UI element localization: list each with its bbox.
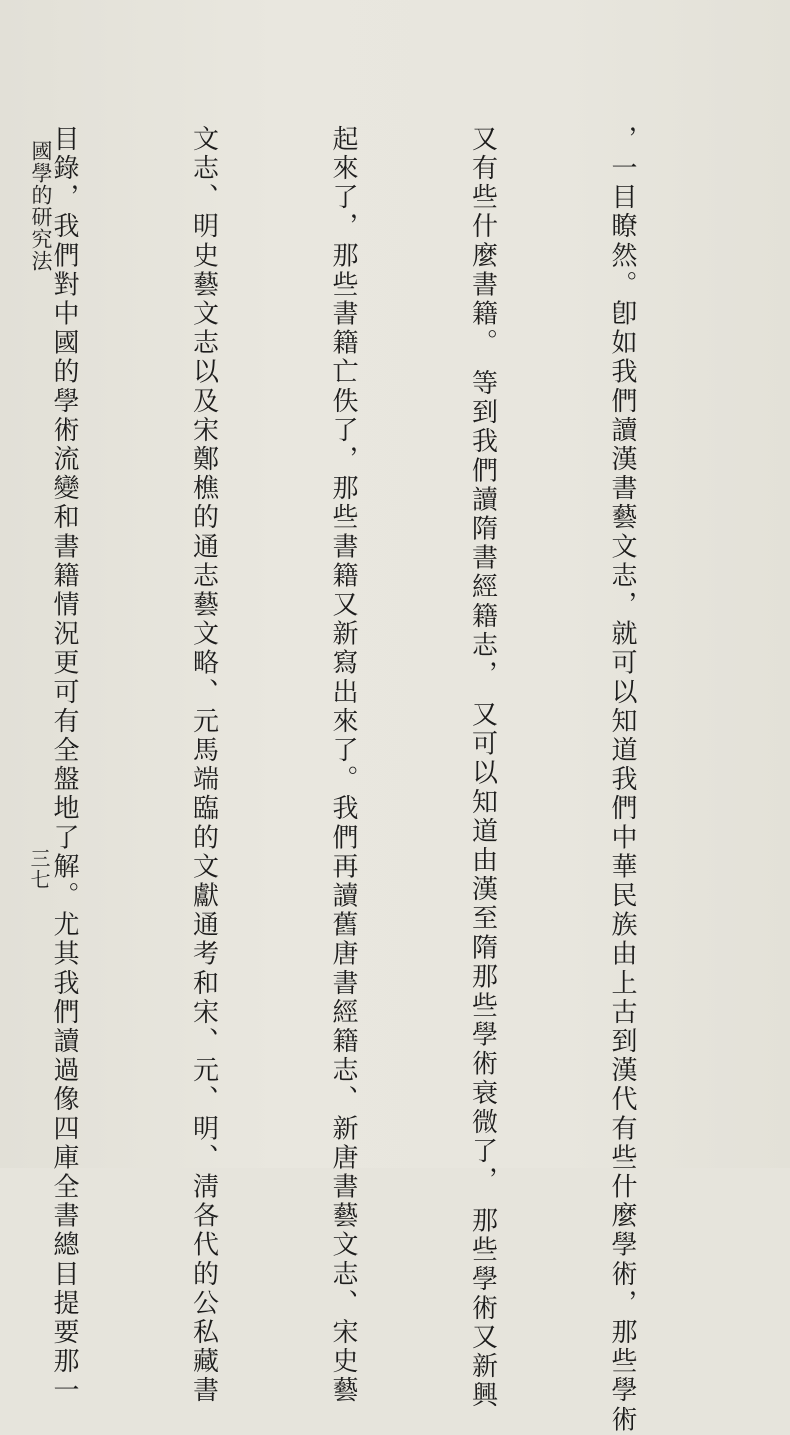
running-head: 國學的研究法 bbox=[29, 140, 53, 272]
text-column: 起來了，那些書籍亡佚了，那些書籍又新寫出來了。我們再讀舊唐書經籍志、新唐書藝文志、宋史藝 bbox=[328, 125, 358, 1406]
text-column: 文志、明史藝文志以及宋鄭樵的通志藝文略、元馬端臨的文獻通考和宋、元、明、淸各代的公私藏書 bbox=[188, 125, 219, 1406]
body-text bbox=[0, 125, 738, 1435]
text-column: ，一目瞭然。卽如我們讀漢書藝文志，就可以知道我們中華民族由上古到漢代有些什麼學術，那些學術 bbox=[607, 125, 637, 1435]
text-column: 目錄，我們對中國的學術流變和書籍情況更可有全盤地了解。尤其我們讀過像四庫全書總目提要那一 bbox=[49, 125, 79, 1406]
text-column: 又有些什麼書籍。 等到我們讀隋書經籍志， 又可以知道由漢至隋那些學術衰微了， 那些學術又新興 bbox=[467, 125, 498, 1411]
page-number: 三七 bbox=[27, 848, 51, 890]
